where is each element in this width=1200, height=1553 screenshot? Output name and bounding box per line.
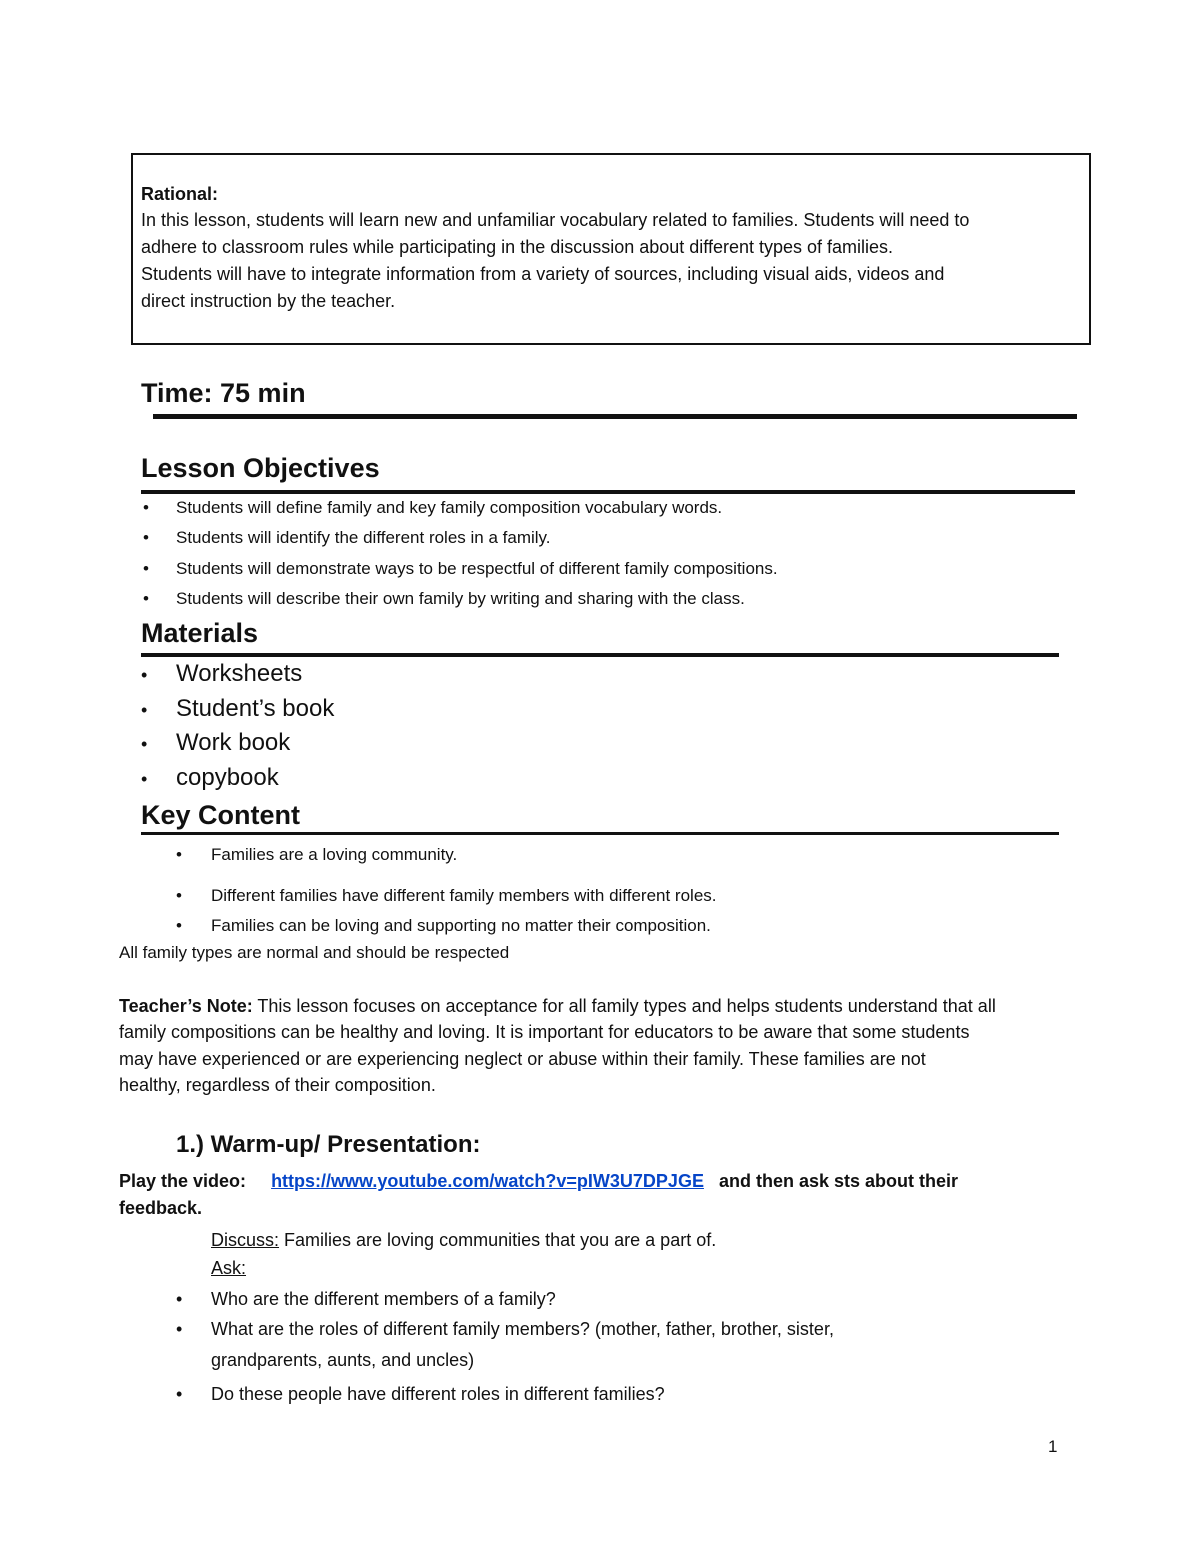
page-number: 1 xyxy=(1048,1437,1058,1456)
objective-text: Students will demonstrate ways to be respectful of different family compositions. xyxy=(176,559,778,578)
question-text: Do these people have different roles in different families? xyxy=(211,1384,665,1404)
rational-line-4: direct instruction by the teacher. xyxy=(141,291,396,311)
rational-title: Rational: xyxy=(141,184,219,204)
question-text-cont: grandparents, aunts, and uncles) xyxy=(211,1350,475,1370)
rational-line-1: In this lesson, students will learn new and unfamiliar vocabulary related to families. Students will need to xyxy=(141,210,970,230)
bullet-icon: • xyxy=(141,700,148,720)
material-text: Student’s book xyxy=(176,695,335,722)
bullet-icon: • xyxy=(143,498,149,517)
teachers-note-line-1 xyxy=(119,996,996,1017)
bullet-icon: • xyxy=(141,769,148,789)
bullet-icon: • xyxy=(141,665,148,685)
bullet-icon: • xyxy=(176,1384,183,1404)
teachers-note-label: Teacher’s Note: xyxy=(119,996,253,1016)
play-video-line xyxy=(119,1171,958,1192)
material-text: Worksheets xyxy=(176,660,303,687)
objective-text: Students will define family and key family composition vocabulary words. xyxy=(176,498,723,517)
teachers-note-line-2: family compositions can be healthy and loving. It is important for educators to be aware that some students xyxy=(119,1022,970,1042)
play-video-label: Play the video: xyxy=(119,1171,247,1191)
after-link-text: and then ask sts about their xyxy=(718,1171,959,1191)
teachers-note-line-4: healthy, regardless of their composition. xyxy=(119,1075,436,1095)
ask-label: Ask: xyxy=(211,1258,247,1278)
rational-line-2: adhere to classroom rules while participating in the discussion about different types of families. xyxy=(141,237,894,257)
time-rule xyxy=(153,414,1077,419)
key-content-text: Families can be loving and supporting no matter their composition. xyxy=(211,916,711,935)
objectives-rule xyxy=(141,490,1075,494)
materials-rule xyxy=(141,653,1059,657)
bullet-icon: • xyxy=(176,1319,183,1339)
question-text: What are the roles of different family members? (mother, father, brother, sister, xyxy=(211,1319,834,1339)
bullet-icon: • xyxy=(143,559,149,578)
feedback-text: feedback. xyxy=(119,1198,203,1218)
key-content-rule xyxy=(141,832,1059,835)
discuss-line xyxy=(211,1230,716,1251)
objective-text: Students will identify the different roles in a family. xyxy=(176,528,551,547)
key-content-text: Different families have different family members with different roles. xyxy=(211,886,717,905)
material-text: copybook xyxy=(176,764,279,791)
warmup-heading: 1.) Warm-up/ Presentation: xyxy=(176,1131,481,1158)
bullet-icon: • xyxy=(176,916,182,935)
key-content-closing: All family types are normal and should be respected xyxy=(119,943,510,962)
teachers-note-text: This lesson focuses on acceptance for all family types and helps students understand that all xyxy=(252,996,996,1016)
discuss-label: Discuss: xyxy=(211,1230,280,1250)
bullet-icon: • xyxy=(141,734,148,754)
question-text: Who are the different members of a family? xyxy=(211,1289,556,1309)
bullet-icon: • xyxy=(176,845,182,864)
bullet-icon: • xyxy=(176,886,182,905)
objectives-heading: Lesson Objectives xyxy=(141,453,380,483)
rational-line-3: Students will have to integrate information from a variety of sources, including visual aids, videos and xyxy=(141,264,945,284)
material-text: Work book xyxy=(176,729,291,756)
teachers-note-line-3: may have experienced or are experiencing neglect or abuse within their family. These families are not xyxy=(119,1049,926,1069)
key-content-text: Families are a loving community. xyxy=(211,845,458,864)
bullet-icon: • xyxy=(143,589,149,608)
bullet-icon: • xyxy=(176,1289,183,1309)
discuss-text: Families are loving communities that you are a part of. xyxy=(279,1230,717,1250)
materials-heading: Materials xyxy=(141,618,259,648)
key-content-heading: Key Content xyxy=(141,800,301,830)
objective-text: Students will describe their own family by writing and sharing with the class. xyxy=(176,589,745,608)
time-heading: Time: 75 min xyxy=(141,378,306,408)
bullet-icon: • xyxy=(143,528,149,547)
video-link[interactable]: https://www.youtube.com/watch?v=pIW3U7DPJGE xyxy=(271,1171,704,1191)
